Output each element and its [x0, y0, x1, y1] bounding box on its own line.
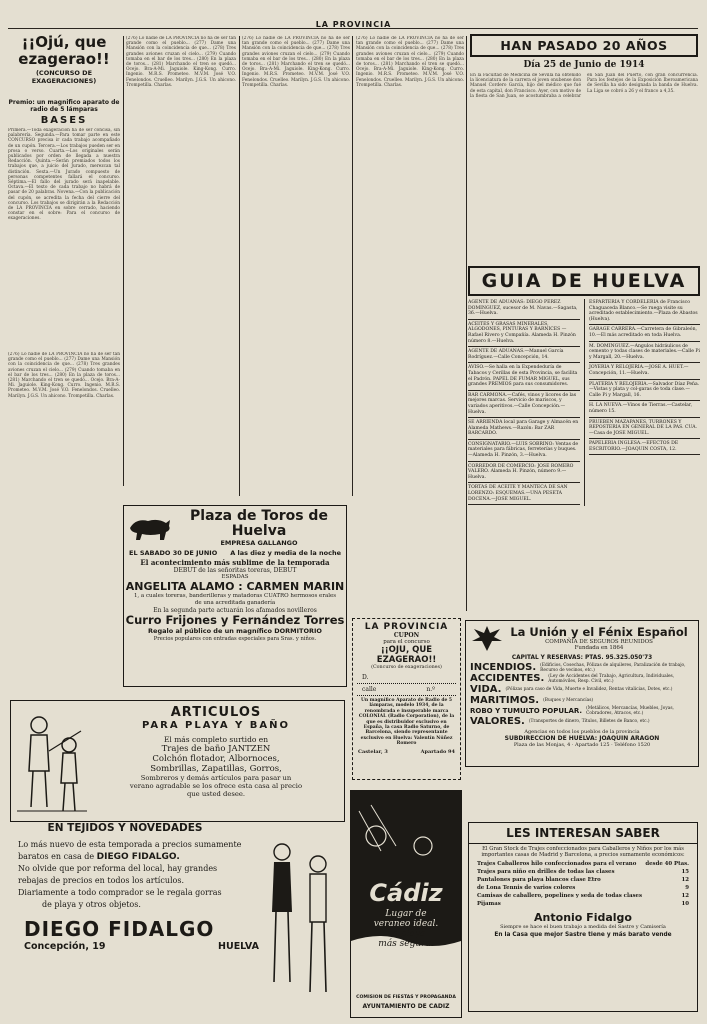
guia-block [468, 266, 700, 506]
bullring-date: EL SABADO 30 DE JUNIO [129, 549, 218, 557]
han-pasado-text: En la Facultad de Medicina de Sevilla ha obtenido la licenciatura de la carrera el joven onubense don Manuel Cordero García, hijo del médico que fué de esta capital, don Francisco. Ayer, con motivo de la fiesta de San Juan, se acostumbraba a celebrar en San Juan del Puerto, con gran concurrencia. Para los festejos de la Exposición Iberoamericana de Sevilla ha sido designada la banda de Huelva. La Liga se cobró a 26 y el franco a 4,35. [470, 73, 698, 99]
articulos-ad [10, 700, 345, 822]
bull-icon [128, 514, 172, 542]
price-value: 15 [681, 869, 689, 876]
price-label: de Lona Tennis de varios colores [477, 885, 576, 892]
coupon-for: para el concurso [383, 639, 430, 645]
union-fenix-agencies: Agencias en todos los pueblos de la provincia [524, 729, 640, 735]
guia-listing: CORREDOR DE COMERCIO: JOSE ROMERO VALERO. Alameda H. Pinzón, número 9.—Huelva. [468, 463, 580, 484]
guia-listing: M. DOMINGUEZ.—Angulos hidráulicos de cemento y todas clases de materiales.—Calle Pi y Margall, 20.—Huelva. [589, 343, 700, 364]
tejidos-shop-inline: DIEGO FIDALGO. [96, 852, 180, 862]
tejidos-shop: DIEGO FIDALGO [24, 917, 215, 941]
insurance-branch-name: INCENDIOS. [470, 662, 537, 673]
coupon-apartado: Apartado 94 [420, 748, 455, 755]
bullring-company: EMPRESA GALLANGO [220, 539, 298, 547]
union-fenix-address: Plaza de las Monjas, 4 · Apartado 125 · Teléfono 1520 [513, 742, 651, 748]
price-row [477, 860, 689, 868]
han-pasado-title: HAN PASADO 20 AÑOS [470, 34, 698, 57]
les-interesan-title: LES INTERESAN SABER [469, 823, 697, 844]
contest-prize: Premio: un magnifico aparato de radio de 5 lámparas [8, 99, 120, 113]
bullring-headline: El acontecimiento más sublime de la temporada [140, 558, 330, 567]
price-row [477, 876, 689, 884]
coupon-text: Un magnífico Aparato de Radio de 5 lámparas, modelo 1934, de la renombrada e insuperable marca COLONIAL (Radio Corporation), de la que es distribuidor exclusivo en España, la casa Radio Saturno, de Barcelona, siendo representante exclusivo en Huelva: Valentín Núñez Romero [358, 698, 455, 747]
insurance-branch-name: ACCIDENTES. [470, 673, 545, 684]
bullring-toreras: ANGELITA ALAMO : CARMEN MARIN [125, 580, 345, 593]
guia-listing: AVISO.—Se halla en la Expendeduría de Tabacos y Cerillas de esta Provincia, se facilita el Padrón. PAPEL DE FUMAR MIGUEL, sus grandes PREMIOS para sus consumidores. [468, 364, 580, 390]
insurance-branch-desc: (Buques y Mercancías) [543, 698, 594, 703]
cadiz-title: Cádiz [369, 879, 443, 907]
les-interesan-list [469, 860, 697, 908]
price-label: Trajes Caballeros hilo confeccionados para el verano [477, 861, 637, 868]
articulos-line: Sombrillas, Zapatillas, Gorros, [150, 764, 282, 774]
guia-listing: SE ARRIENDA local para Garage y Almacén en Alameda Mathews.—Razón: Bar ZAR BARCARDO. [468, 419, 580, 440]
articulos-line: verano agradable se los ofrece esta casa al precio [129, 782, 303, 790]
union-fenix-name: La Unión y el Fénix Español [510, 625, 688, 639]
insurance-branch [470, 673, 694, 684]
guia-listing: PAPELERIA INGLESA.—EFECTOS DE ESCRITORIO.—JOAQUIN COSTA, 12. [589, 440, 700, 455]
guia-listing: AGENTE DE ADUANAS.—Manuel García Rodríguez.—Calle Concepción, 14. [468, 348, 580, 363]
coupon[interactable] [352, 618, 461, 780]
insurance-branch [470, 662, 694, 673]
bullring-ad [123, 505, 347, 687]
insurance-branch-name: VIDA. [470, 684, 502, 695]
guia-listing: PRUEBEN MAZAPANES, TURRONES Y REPOSTERIA EN GENERAL DE LA PAS. CUA.—Casa de JOSE MIGUEL. [589, 419, 700, 440]
union-fenix-subagency: SUBDIRECCION DE HUELVA: JOAQUIN ARAGON [504, 735, 660, 742]
insurance-branch-name: VALORES. [470, 716, 525, 727]
insurance-branch-desc: (Pólizas para caso de Vida, Muerte e Invalidez, Rentas vitalicias, Dotes, etc.) [505, 687, 673, 692]
union-fenix-capital: CAPITAL Y RESERVAS: PTAS. 95.325.050'73 [511, 655, 653, 661]
insurance-branch [470, 706, 694, 716]
cadiz-ad [350, 790, 462, 1018]
insurance-branch-desc: (Ley de Accidentes del Trabajo, Agricultura, Individuales, Automóviles, Resp. Civil, etc.) [548, 673, 675, 684]
insurance-branch-desc: (Edificios, Cosechas, Pólizas de alquileres, Paralización de trabajo, Recurso de vecinos, etc.) [540, 662, 686, 673]
guia-listing: BAR CARMONA.—Cafés, vinos y licores de las mejores marcas. Servicio de mariscos, y variados aperitivos.—Calle Concepción.—Huelva. [468, 392, 580, 418]
guia-listing: AGENTE DE ADUANAS: DIEGO PEREZ DOMINGUEZ, sucesor de M. Navas.—Sagasta, 36.—Huelva. [468, 299, 580, 320]
bases-heading: BASES [40, 115, 88, 126]
guia-title: GUIA DE HUELVA [468, 266, 700, 296]
entries-col2: (276) Lo nadie de LA PROVINCIA no ha de ser tan grande como el pueblo... (277) Dame una Mansión con la coincidencia de que... (278) Tres grandes aviones cruzan el cielo... (279) Cuando tomaba en el bar de los tres... (280) En la plaza de toros... (281) Marchando el tren se quedó... Ocejo. Bra-A-Mi. Jaguiole. King-Kong. Curro. Ingenio. M.R.S. Prometeo. M.V.M. José V.O. Fenelondos. Cruelleo. Marilyn. J.G.S. Un ahicono. Trompetilla. Charlas. [126, 36, 236, 88]
les-interesan-intro: El Gran Stock de Trajes confeccionados para Caballeros y Niños por los más importantes casas de Madrid y Barcelona, a precios sumamente económicos: [481, 846, 685, 859]
coupon-title: ¡¡OJU, QUE EZAGERAO!! [376, 645, 437, 665]
entries-col3: (276) Lo nadie de LA PROVINCIA no ha de ser tan grande como el pueblo... (277) Dame una Mansión con la coincidencia de que... (278) Tres grandes aviones cruzan el cielo... (279) Cuando tomaba en el bar de los tres... (280) En la plaza de toros... (281) Marchando el tren se quedó... Ocejo. Bra-A-Mi. Jaguiole. King-Kong. Curro. Ingenio. M.R.S. Prometeo. M.V.M. José V.O. Fenelondos. Cruelleo. Marilyn. J.G.S. Un ahicono. Trompetilla. Charlas. [242, 36, 350, 88]
tejidos-line: rebajas de precios en todos los artículos. [18, 876, 185, 885]
bullring-prices: Precios populares con entradas especiales para Sras. y niños. [153, 636, 317, 642]
beach-children-illustration [17, 711, 87, 816]
coupon-subtitle: (Concurso de exageraciones) [371, 665, 442, 670]
bases-text: Primera.—Toda exageración ha de ser concisa, sin palabrería. Segunda.—Para tomar parte en este CONCURSO precisa ir cada trabajo acompañado de un cupón. Tercera.—Los trabajos pueden ser en prosa o verso. Cuarta.—Los originales serán publicados por orden de llegada a nuestra Redacción. Quinta.—Serán premiados todos los trabajos que, a juicio del Jurado, merezcan tal distinción. Sexta.—Un Jurado compuesto de personas competentes fallará el concurso. Séptima.—El fallo del jurado será inapelable. Octava.—El texto de cada trabajo no habrá de pasar de 20 palabras. Novena.—Con la publicación del cupón, se acredita la fecha del cierre del concurso. Los trabajos se dirigirán a la Redacción de LA PROVINCIA en sobre cerrado, haciendo constar en el sobre: Para el concurso de exageraciones. [8, 128, 120, 222]
price-value: 9 [685, 885, 689, 892]
cadiz-footer1: COMISION DE FIESTAS Y PROPAGANDA [356, 995, 456, 1000]
les-interesan-footer: En la Casa que mejor Sastre tiene y más barato vende [494, 932, 672, 939]
bullring-gift: Regalo al público de un magnífico DORMITORIO [148, 627, 322, 635]
insurance-branch [470, 695, 694, 706]
tejidos-line: baratos en casa de [18, 852, 95, 861]
guia-listing: JOYERIA Y RELOJERIA.—JOSE A. HUET.—Concepción, 11.—Huelva. [589, 364, 700, 379]
price-value: 12 [681, 893, 689, 900]
entries-col1: (276) Lo nadie de LA PROVINCIA no ha de ser tan grande como el pueblo... (277) Dame una Mansión con la coincidencia de que... (278) Tres grandes aviones cruzan el cielo... (279) Cuando tomaba en el bar de los tres... (280) En la plaza de toros... (281) Marchando el tren se quedó... Ocejo. Bra-A-Mi. Jaguiole. King-Kong. Curro. Ingenio. M.R.S. Prometeo. M.V.M. José V.O. Fenelondos. Cruelleo. Marilyn. J.G.S. Un ahicono. Trompetilla. Charlas. [8, 352, 120, 399]
tejidos-line: Lo más nuevo de esta temporada a precios sumamente [18, 840, 242, 849]
price-label: Trajes para niño en drilles de todas las clases [477, 869, 615, 876]
bullring-time: A las diez y media de la noche [230, 549, 341, 557]
bullring-second-part: En la segunda parte actuarán los afamados novilleros [153, 607, 317, 614]
bullring-title: Plaza de Toros de Huelva [190, 508, 328, 539]
bathers-illustration [260, 832, 340, 1007]
tejidos-address: Concepción, 19 [24, 941, 106, 952]
tejidos-line: de playa y otros objetos. [42, 900, 141, 909]
tejidos-title: EN TEJIDOS Y NOVEDADES [47, 822, 203, 834]
articulos-line: que usted desee. [186, 790, 246, 798]
union-fenix-founded: Fundada en 1864 [574, 645, 624, 651]
guia-listing: ESPARTERIA Y CORDELERIA de Francisco Chaguaceda Blanco.—Se ruega visite su acreditado establecimiento.—Plaza de Abastos (Huelva). [589, 299, 700, 325]
insurance-branch-desc: (Transportes de dinero, Títulos, Billetes de Banco, etc.) [528, 719, 650, 724]
tejidos-city: HUELVA [218, 941, 259, 952]
tejidos-line: No olvide que por reforma del local, hay grandes [18, 864, 218, 873]
insurance-branch [470, 684, 694, 695]
insurance-branch-name: MARITIMOS. [470, 695, 540, 706]
union-fenix-sub: COMPAÑIA DE SEGUROS REUNIDOS [545, 639, 653, 645]
articulos-line: Trajes de baño JANTZEN [161, 744, 271, 754]
guia-listing: H. LA NUEVA.—Vinos de Tierras.—Castelar, número 15. [589, 402, 700, 417]
articulos-subtitle: PARA PLAYA Y BAÑO [141, 720, 290, 731]
guia-listing: CONSIGNATARIO.—LUIS SOBRINO: Ventas de materiales para fábricas, ferreterías y buques.—Alameda H. Pinzón, 3.—Huelva. [468, 441, 580, 462]
les-interesan-shop-line: Siempre se hace el buen trabajo a medida del Sastre y Camisería [500, 924, 666, 931]
phoenix-icon [470, 623, 504, 653]
masthead: LA PROVINCIA [315, 20, 392, 29]
price-row [477, 868, 689, 876]
guia-left-column [468, 299, 580, 506]
entries-col4: (276) Lo nadie de LA PROVINCIA no ha de ser tan grande como el pueblo... (277) Dame una Mansión con la coincidencia de que... (278) Tres grandes aviones cruzan el cielo... (279) Cuando tomaba en el bar de los tres... (280) En la plaza de toros... (281) Marchando el tren se quedó... Ocejo. Bra-A-Mi. Jaguiole. King-Kong. Curro. Ingenio. M.R.S. Prometeo. M.V.M. José V.O. Fenelondos. Cruelleo. Marilyn. J.G.S. Un ahicono. Trompetilla. Charlas. [356, 36, 464, 88]
price-label: Pijamas [477, 901, 501, 908]
articulos-line: Sombreros y demás artículos para pasar un [140, 774, 292, 782]
bullring-espadas: ESPADAS [221, 574, 249, 580]
cadiz-slogan: Lugar de veraneo ideal. La playa más segura. [373, 909, 439, 949]
guia-listing: PLATERIA Y RELOJERIA.—Salvador Díaz Peña.—Vistas y plata y col-garas de toda clase.—Calle Pi y Margall, 16. [589, 381, 700, 402]
price-value: desde 40 Ptas. [645, 861, 689, 868]
guia-listing: TORTAS DE ACEITE Y MANTECA DE SAN LORENZO: ESQUEMAS.—UNA PESETA DOCENA.—JOSE MIGUEL. [468, 484, 580, 505]
contest-block [8, 34, 120, 358]
les-interesan-ad [468, 822, 698, 1012]
price-value: 10 [681, 901, 689, 908]
bullring-debut: DEBUT de las señoritas toreras, DEBUT [173, 567, 297, 574]
guia-right-column [589, 299, 700, 506]
han-pasado-block [470, 34, 698, 263]
price-row [477, 892, 689, 900]
bullring-detail: 1, a cuales toreras, banderilleras y matadoras CUATRO hermosos erales de una acreditada ganadería [133, 593, 337, 606]
coupon-field-don[interactable]: D. [357, 672, 456, 684]
articulos-line: El más completo surtido en [163, 735, 269, 744]
price-label: Pantalones para playa blancos clase Etro [477, 877, 601, 884]
insurance-branch-name: ROBO Y TUMULTO POPULAR. [470, 707, 583, 715]
tejidos-line: Diariamente a todo comprador se le regala gorras [18, 888, 222, 897]
coupon-field-address[interactable]: calle n.º [357, 684, 456, 696]
contest-subtitle: (CONCURSO DE EXAGERACIONES) [31, 69, 97, 85]
cadiz-footer2: AYUNTAMIENTO DE CADIZ [362, 1003, 450, 1010]
insurance-branch [470, 716, 694, 727]
price-row [477, 900, 689, 908]
price-row [477, 884, 689, 892]
han-pasado-date: Día 25 de Junio de 1914 [523, 60, 645, 70]
insurance-branch-desc: (Metálicos, Mercancías, Muebles, Joyas, Cobradores, Atracos, etc.) [586, 706, 674, 716]
articulos-line: Colchón flotador, Albornoces, [152, 754, 280, 764]
contest-title: ¡¡Ojú, que ezagerao!! [18, 33, 110, 68]
coupon-label: CUPON [393, 632, 420, 639]
price-value: 12 [681, 877, 689, 884]
bullring-novilleros: Curro Frijones y Fernández Torres [125, 613, 345, 627]
union-fenix-branches [466, 661, 698, 728]
les-interesan-shop: Antonio Fidalgo [534, 911, 632, 925]
coupon-masthead: LA PROVINCIA [364, 622, 449, 632]
articulos-title: ARTICULOS [170, 705, 262, 720]
union-fenix-ad [465, 620, 699, 767]
guia-listing: ACEITES Y GRASAS MINERALES, ALGODONES, PINTURAS Y BARNICES — Rafael Rivero y Compañía. Alameda H. Pinzón número 8.—Huelva. [468, 321, 580, 347]
price-label: Camisas de caballero, popelines y seda de todas clases [477, 893, 642, 900]
tejidos-ad [10, 822, 343, 1022]
coupon-address: Castelar, 3 [358, 748, 388, 755]
guia-listing: GARAGE CARRERA.—Carretera de Gibraleón, 10.—El más acreditado en toda Huelva. [589, 326, 700, 341]
